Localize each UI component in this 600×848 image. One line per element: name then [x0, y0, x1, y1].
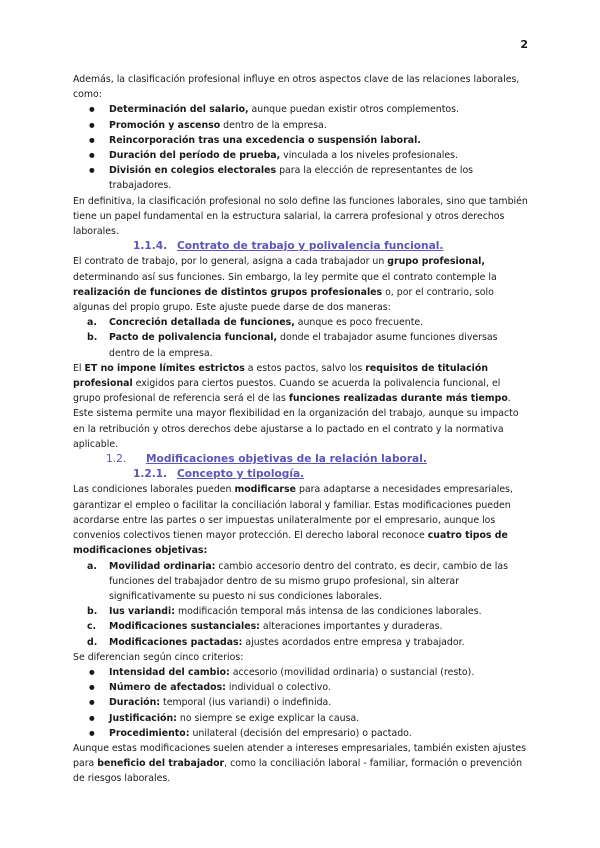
- criteria-list: [73, 665, 528, 741]
- page-number: 2: [520, 38, 528, 51]
- intro-paragraph: Además, la clasificación profesional influye en otros aspectos clave de las relaciones laborales, como:: [73, 74, 520, 101]
- conditions-paragraph: Las condiciones laborales pueden modificarse para adaptarse a necesidades empresariales, garantizar el empleo o facilitar la conciliación laboral y familiar. Estas modificaciones pueden acordarse entre las partes o ser impuestas unilateralmente por el empresario, aunque los convenios colectivos tienen mayor protección. El derecho laboral reconoce cuatro tipos de modificaciones objetivas:: [73, 484, 514, 557]
- heading-title: Contrato de trabajo y polivalencia funcional.: [177, 240, 444, 253]
- list-item: ● Promoción y ascenso dentro de la empresa.: [73, 118, 528, 133]
- list-item: a. Movilidad ordinaria: cambio accesorio dentro del contrato, es decir, cambio de las funciones del trabajador dentro de su mismo grupo profesional, sin alterar significativamente su puesto ni sus condiciones laborales.: [87, 560, 508, 602]
- et-limits-paragraph: El ET no impone límites estrictos a estos pactos, salvo los requisitos de titulación profesional exigidos para ciertos puestos. Cuando se acuerda la polivalencia funcional, el grupo profesional de referencia será el de las funciones realizadas durante más tiempo. Este sistema permite una mayor flexibilidad en la organización del trabajo, aunque su impacto en la retribución y otros derechos debe ajustarse a lo pactado en el contrato y la normativa aplicable.: [73, 362, 519, 450]
- criteria-intro: Se diferencian según cinco criterios:: [73, 651, 244, 663]
- list-item: ● Intensidad del cambio: accesorio (movilidad ordinaria) o sustancial (resto).: [73, 665, 528, 680]
- list-item: ● Procedimiento: unilateral (decisión del empresario) o pactado.: [73, 726, 528, 741]
- heading-1-1-4: [73, 239, 528, 254]
- conclusion-paragraph: En definitiva, la clasificación profesional no solo define las funciones laborales, sino que también tiene un papel fundamental en la estructura salarial, la carrera profesional y otros derechos laborales.: [73, 195, 528, 238]
- contract-paragraph: El contrato de trabajo, por lo general, asigna a cada trabajador un grupo profesional, determinando así sus funciones. Sin embargo, la ley permite que el contrato contemple la realización de funciones de distintos grupos profesionales o, por el contrario, solo algunas del propio grupo. Este ajuste puede darse de dos maneras:: [73, 256, 497, 314]
- modification-types-list: [73, 559, 528, 650]
- heading-1-2-1: [73, 467, 528, 482]
- list-item: ● Duración: temporal (ius variandi) o indefinida.: [73, 695, 528, 710]
- list-item: ● Número de afectados: individual o colectivo.: [73, 680, 528, 695]
- heading-title: Modificaciones objetivas de la relación laboral.: [146, 453, 427, 466]
- list-item: a. Concreción detallada de funciones, aunque es poco frecuente.: [87, 317, 424, 329]
- list-item: b. Ius variandi: modificación temporal más intensa de las condiciones laborales.: [87, 606, 482, 618]
- list-item: ● Justificación: no siempre se exige explicar la causa.: [73, 711, 528, 726]
- heading-1-2: [73, 452, 528, 467]
- list-item: ● Duración del período de prueba, vinculada a los niveles profesionales.: [73, 148, 528, 163]
- heading-number: 1.2.1.: [133, 468, 168, 481]
- heading-number: 1.1.4.: [133, 240, 168, 253]
- salary-aspects-list: [73, 102, 528, 193]
- list-item: ● División en colegios electorales para la elección de representantes de los trabajadores.: [73, 163, 528, 193]
- adjustment-list: [73, 315, 528, 361]
- list-item: ● Reincorporación tras una excedencia o suspensión laboral.: [73, 133, 528, 148]
- list-item: d. Modificaciones pactadas: ajustes acordados entre empresa y trabajador.: [87, 636, 465, 648]
- heading-number: 1.2.: [106, 453, 127, 466]
- list-item: c. Modificaciones sustanciales: alteraciones importantes y duraderas.: [87, 621, 443, 633]
- heading-title: Concepto y tipología.: [177, 468, 305, 481]
- list-item: ● Determinación del salario, aunque puedan existir otros complementos.: [73, 102, 528, 117]
- document-body: [73, 72, 528, 787]
- closing-paragraph: Aunque estas modificaciones suelen atender a intereses empresariales, también existen ajustes para beneficio del trabajador, como la conciliación laboral - familiar, formación o prevención de riesgos laborales.: [73, 742, 527, 785]
- list-item: b. Pacto de polivalencia funcional, donde el trabajador asume funciones diversas dentro de la empresa.: [87, 332, 498, 359]
